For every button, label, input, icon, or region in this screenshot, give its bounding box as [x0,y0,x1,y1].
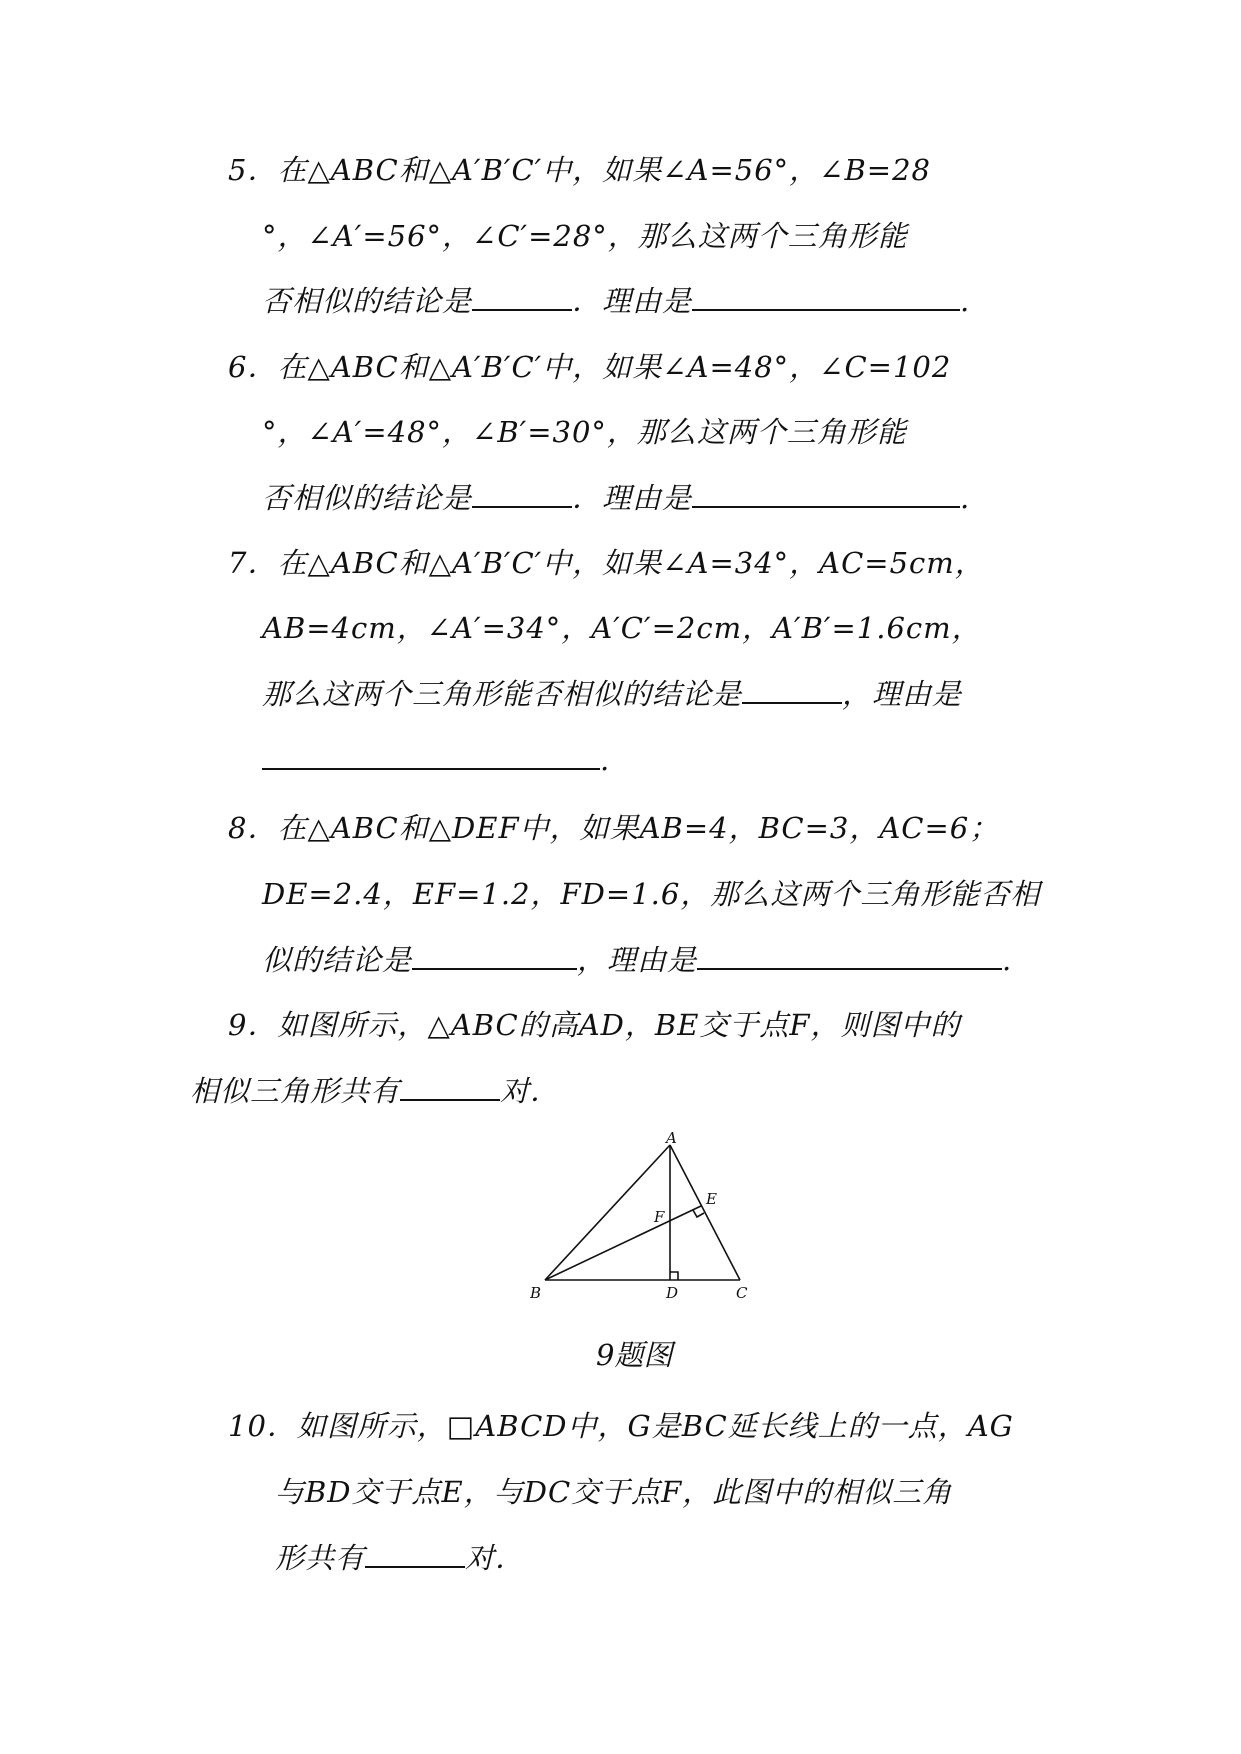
problem-5-line-2: °，∠A′=56°，∠C′=28°，那么这两个三角形能 [262,219,908,253]
problem-7-line-4 [262,740,610,780]
problem-6-text: 否相似的结论是 [262,481,473,515]
label-a: A [666,1130,677,1147]
problem-8-line-2: DE=2.4，EF=1.2，FD=1.6，那么这两个三角形能否相 [262,877,1041,911]
period: . [600,743,611,777]
problem-5-line-3 [262,281,970,321]
problem-8-line-3 [262,940,1012,980]
problem-6-reason-label: ．理由是 [572,481,693,515]
problem-7-line-2: AB=4cm，∠A′=34°，A′C′=2cm，A′B′=1.6cm， [262,611,982,645]
problem-9-text: 相似三角形共有 [190,1074,401,1108]
problem-10-text: 形共有 [275,1541,366,1575]
problem-7-reason-label: ，理由是 [842,677,963,711]
problem-5-reason-label: ．理由是 [572,284,693,318]
problem-6-line-1: 6．在△ABC和△A′B′C′中，如果∠A=48°，∠C=102 [228,350,952,384]
right-angle-d [670,1272,678,1280]
label-e: E [706,1190,717,1208]
problem-10-line-1: 10．如图所示，□ABCD中，G是BC延长线上的一点，AG [228,1409,1014,1443]
label-b: B [530,1284,542,1302]
answer-blank-7a[interactable] [742,678,842,704]
problem-9-suffix: 对． [500,1074,561,1108]
right-angle-e [693,1210,704,1217]
answer-blank-6a[interactable] [472,482,572,508]
label-c: C [736,1284,748,1302]
answer-blank-7b[interactable] [262,744,600,770]
answer-blank-5b[interactable] [692,285,960,311]
problem-6-line-3 [262,478,970,518]
answer-blank-8a[interactable] [412,944,577,970]
period: . [1002,943,1013,977]
problem-10-line-3 [275,1538,525,1578]
label-d: D [666,1284,679,1302]
problem-7-line-3 [262,674,962,714]
answer-blank-10[interactable] [365,1542,465,1568]
answer-blank-8b[interactable] [697,944,1002,970]
period: . [960,481,971,515]
period: . [960,284,971,318]
problem-5-text: 否相似的结论是 [262,284,473,318]
side-ab [545,1145,670,1280]
problem-10-line-2: 与BD交于点E，与DC交于点F，此图中的相似三角 [275,1475,953,1509]
problem-8-line-1: 8．在△ABC和△DEF中，如果AB=4，BC=3，AC=6； [228,811,1000,845]
answer-blank-5a[interactable] [472,285,572,311]
problem-8-reason-label: ，理由是 [577,943,698,977]
problem-9-line-2 [190,1071,560,1111]
side-ac [670,1145,740,1280]
problem-9-line-1: 9．如图所示，△ABC的高AD，BE交于点F，则图中的 [228,1008,961,1042]
label-f: F [654,1208,665,1226]
answer-blank-9[interactable] [400,1075,500,1101]
problem-5-line-1: 5．在△ABC和△A′B′C′中，如果∠A=56°，∠B=28 [228,153,931,187]
triangle-figure [530,1130,760,1320]
problem-6-line-2: °，∠A′=48°，∠B′=30°，那么这两个三角形能 [262,415,907,449]
figure-caption: 9题图 [596,1338,673,1372]
answer-blank-6b[interactable] [692,482,960,508]
problem-8-text: 似的结论是 [262,943,413,977]
problem-7-text: 那么这两个三角形能否相似的结论是 [262,677,743,711]
altitude-be [545,1206,701,1280]
problem-10-suffix: 对． [465,1541,526,1575]
problem-7-line-1: 7．在△ABC和△A′B′C′中，如果∠A=34°，AC=5cm， [228,546,985,580]
